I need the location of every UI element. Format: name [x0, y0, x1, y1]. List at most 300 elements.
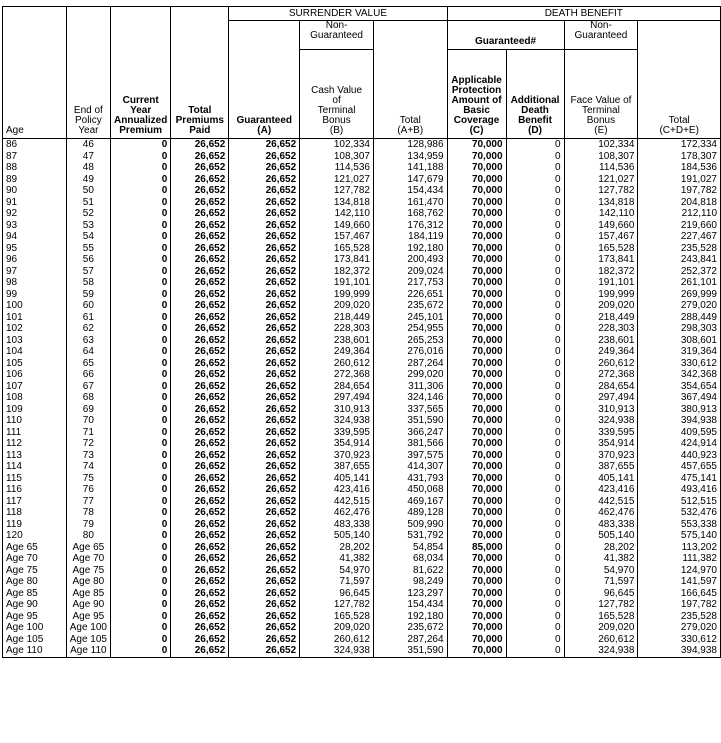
cell-db-total: 197,782: [638, 185, 721, 197]
cell-db-total: 172,334: [638, 139, 721, 151]
cell-db-total: 111,382: [638, 553, 721, 565]
cell-sv-guaranteed: 26,652: [229, 277, 300, 289]
cell-protection-amount: 70,000: [447, 530, 506, 542]
cell-db-total: 367,494: [638, 392, 721, 404]
cell-total-premiums: 26,652: [171, 162, 229, 174]
cell-cash-value-bonus: 324,938: [300, 645, 374, 657]
cell-db-total: 243,841: [638, 254, 721, 266]
cell-db-total: 166,645: [638, 588, 721, 600]
cell-annualized-premium: 0: [111, 611, 171, 623]
cell-sv-guaranteed: 26,652: [229, 358, 300, 370]
cell-annualized-premium: 0: [111, 312, 171, 324]
cell-sv-guaranteed: 26,652: [229, 599, 300, 611]
cell-face-value-bonus: 238,601: [564, 335, 638, 347]
cell-sv-total: 235,672: [373, 622, 447, 634]
cell-sv-guaranteed: 26,652: [229, 427, 300, 439]
cell-additional-death-benefit: 0: [506, 381, 564, 393]
cell-policy-year: 63: [66, 335, 110, 347]
cell-sv-guaranteed: 26,652: [229, 507, 300, 519]
cell-sv-total: 299,020: [373, 369, 447, 381]
cell-age: 112: [3, 438, 67, 450]
cell-cash-value-bonus: 149,660: [300, 220, 374, 232]
cell-sv-guaranteed: 26,652: [229, 197, 300, 209]
cell-sv-total: 147,679: [373, 174, 447, 186]
cell-sv-total: 397,575: [373, 450, 447, 462]
cell-policy-year: 69: [66, 404, 110, 416]
cell-sv-guaranteed: 26,652: [229, 369, 300, 381]
cell-total-premiums: 26,652: [171, 323, 229, 335]
cell-policy-year: 60: [66, 300, 110, 312]
cell-annualized-premium: 0: [111, 231, 171, 243]
cell-sv-total: 54,854: [373, 542, 447, 554]
cell-age: Age 65: [3, 542, 67, 554]
cell-annualized-premium: 0: [111, 277, 171, 289]
cell-total-premiums: 26,652: [171, 450, 229, 462]
cell-sv-guaranteed: 26,652: [229, 323, 300, 335]
cell-additional-death-benefit: 0: [506, 174, 564, 186]
cell-db-total: 330,612: [638, 634, 721, 646]
cell-face-value-bonus: 108,307: [564, 151, 638, 163]
cell-additional-death-benefit: 0: [506, 415, 564, 427]
cell-face-value-bonus: 505,140: [564, 530, 638, 542]
cell-additional-death-benefit: 0: [506, 162, 564, 174]
cell-face-value-bonus: 260,612: [564, 634, 638, 646]
cell-policy-year: 47: [66, 151, 110, 163]
cell-db-total: 184,536: [638, 162, 721, 174]
cell-cash-value-bonus: 218,449: [300, 312, 374, 324]
cell-protection-amount: 70,000: [447, 243, 506, 255]
cell-cash-value-bonus: 483,338: [300, 519, 374, 531]
cell-sv-guaranteed: 26,652: [229, 208, 300, 220]
table-header: [3, 7, 721, 139]
col-header-face-value-bonus: Face Value of Terminal Bonus (E): [564, 50, 638, 139]
cell-age: Age 110: [3, 645, 67, 657]
cell-cash-value-bonus: 370,923: [300, 450, 374, 462]
cell-additional-death-benefit: 0: [506, 197, 564, 209]
cell-cash-value-bonus: 134,818: [300, 197, 374, 209]
cell-protection-amount: 70,000: [447, 415, 506, 427]
table-row: [3, 496, 721, 508]
cell-annualized-premium: 0: [111, 162, 171, 174]
cell-protection-amount: 70,000: [447, 588, 506, 600]
cell-face-value-bonus: 284,654: [564, 381, 638, 393]
cell-additional-death-benefit: 0: [506, 588, 564, 600]
cell-cash-value-bonus: 127,782: [300, 185, 374, 197]
cell-policy-year: 51: [66, 197, 110, 209]
cell-cash-value-bonus: 71,597: [300, 576, 374, 588]
cell-policy-year: 79: [66, 519, 110, 531]
cell-sv-guaranteed: 26,652: [229, 174, 300, 186]
cell-protection-amount: 70,000: [447, 473, 506, 485]
cell-face-value-bonus: 41,382: [564, 553, 638, 565]
cell-sv-total: 154,434: [373, 185, 447, 197]
table-row: [3, 450, 721, 462]
cell-sv-total: 98,249: [373, 576, 447, 588]
cell-age: 106: [3, 369, 67, 381]
cell-sv-guaranteed: 26,652: [229, 576, 300, 588]
cell-protection-amount: 70,000: [447, 645, 506, 657]
cell-sv-guaranteed: 26,652: [229, 185, 300, 197]
table-row: [3, 404, 721, 416]
cell-cash-value-bonus: 442,515: [300, 496, 374, 508]
cell-sv-guaranteed: 26,652: [229, 473, 300, 485]
cell-cash-value-bonus: 249,364: [300, 346, 374, 358]
cell-annualized-premium: 0: [111, 438, 171, 450]
cell-total-premiums: 26,652: [171, 611, 229, 623]
cell-db-total: 191,027: [638, 174, 721, 186]
cell-annualized-premium: 0: [111, 588, 171, 600]
cell-policy-year: 68: [66, 392, 110, 404]
table-row: [3, 438, 721, 450]
sv-nonguaranteed-header: Non- Guaranteed: [300, 21, 374, 50]
cell-protection-amount: 70,000: [447, 553, 506, 565]
cell-annualized-premium: 0: [111, 139, 171, 151]
cell-sv-guaranteed: 26,652: [229, 139, 300, 151]
cell-protection-amount: 70,000: [447, 358, 506, 370]
cell-sv-guaranteed: 26,652: [229, 266, 300, 278]
cell-annualized-premium: 0: [111, 542, 171, 554]
cell-face-value-bonus: 28,202: [564, 542, 638, 554]
cell-total-premiums: 26,652: [171, 174, 229, 186]
cell-cash-value-bonus: 260,612: [300, 358, 374, 370]
cell-age: Age 100: [3, 622, 67, 634]
cell-total-premiums: 26,652: [171, 312, 229, 324]
cell-sv-guaranteed: 26,652: [229, 622, 300, 634]
cell-sv-guaranteed: 26,652: [229, 381, 300, 393]
cell-additional-death-benefit: 0: [506, 243, 564, 255]
cell-cash-value-bonus: 324,938: [300, 415, 374, 427]
cell-total-premiums: 26,652: [171, 254, 229, 266]
cell-protection-amount: 70,000: [447, 438, 506, 450]
cell-face-value-bonus: 182,372: [564, 266, 638, 278]
table-row: [3, 151, 721, 163]
cell-sv-guaranteed: 26,652: [229, 231, 300, 243]
cell-face-value-bonus: 157,467: [564, 231, 638, 243]
cell-cash-value-bonus: 209,020: [300, 622, 374, 634]
table-body: [3, 139, 721, 658]
cell-age: 101: [3, 312, 67, 324]
cell-total-premiums: 26,652: [171, 461, 229, 473]
cell-sv-total: 531,792: [373, 530, 447, 542]
cell-policy-year: Age 110: [66, 645, 110, 657]
cell-additional-death-benefit: 0: [506, 369, 564, 381]
cell-additional-death-benefit: 0: [506, 599, 564, 611]
cell-policy-year: Age 65: [66, 542, 110, 554]
cell-sv-guaranteed: 26,652: [229, 588, 300, 600]
table-row: [3, 415, 721, 427]
cell-additional-death-benefit: 0: [506, 611, 564, 623]
cell-sv-guaranteed: 26,652: [229, 220, 300, 232]
cell-protection-amount: 70,000: [447, 565, 506, 577]
cell-face-value-bonus: 310,913: [564, 404, 638, 416]
cell-age: 94: [3, 231, 67, 243]
cell-cash-value-bonus: 423,416: [300, 484, 374, 496]
cell-total-premiums: 26,652: [171, 622, 229, 634]
table-row: [3, 542, 721, 554]
cell-face-value-bonus: 483,338: [564, 519, 638, 531]
cell-age: 115: [3, 473, 67, 485]
cell-cash-value-bonus: 209,020: [300, 300, 374, 312]
cell-sv-guaranteed: 26,652: [229, 335, 300, 347]
cell-total-premiums: 26,652: [171, 220, 229, 232]
cell-sv-guaranteed: 26,652: [229, 300, 300, 312]
cell-db-total: 457,655: [638, 461, 721, 473]
cell-protection-amount: 70,000: [447, 254, 506, 266]
cell-protection-amount: 70,000: [447, 484, 506, 496]
cell-additional-death-benefit: 0: [506, 507, 564, 519]
table-row: [3, 323, 721, 335]
cell-total-premiums: 26,652: [171, 542, 229, 554]
cell-additional-death-benefit: 0: [506, 220, 564, 232]
cell-total-premiums: 26,652: [171, 358, 229, 370]
cell-face-value-bonus: 149,660: [564, 220, 638, 232]
cell-db-total: 575,140: [638, 530, 721, 542]
cell-db-total: 279,020: [638, 300, 721, 312]
cell-annualized-premium: 0: [111, 634, 171, 646]
table-row: [3, 588, 721, 600]
cell-sv-total: 81,622: [373, 565, 447, 577]
cell-sv-guaranteed: 26,652: [229, 151, 300, 163]
cell-cash-value-bonus: 462,476: [300, 507, 374, 519]
cell-protection-amount: 70,000: [447, 300, 506, 312]
cell-cash-value-bonus: 121,027: [300, 174, 374, 186]
cell-policy-year: 58: [66, 277, 110, 289]
cell-total-premiums: 26,652: [171, 289, 229, 301]
cell-age: 113: [3, 450, 67, 462]
cell-cash-value-bonus: 297,494: [300, 392, 374, 404]
cell-annualized-premium: 0: [111, 576, 171, 588]
cell-additional-death-benefit: 0: [506, 622, 564, 634]
cell-face-value-bonus: 324,938: [564, 645, 638, 657]
cell-total-premiums: 26,652: [171, 335, 229, 347]
table-row: [3, 473, 721, 485]
cell-sv-guaranteed: 26,652: [229, 438, 300, 450]
cell-protection-amount: 70,000: [447, 576, 506, 588]
cell-protection-amount: 70,000: [447, 392, 506, 404]
cell-db-total: 197,782: [638, 599, 721, 611]
cell-sv-guaranteed: 26,652: [229, 162, 300, 174]
cell-face-value-bonus: 462,476: [564, 507, 638, 519]
cell-annualized-premium: 0: [111, 427, 171, 439]
cell-protection-amount: 70,000: [447, 599, 506, 611]
cell-sv-total: 276,016: [373, 346, 447, 358]
cell-age: Age 85: [3, 588, 67, 600]
cell-total-premiums: 26,652: [171, 139, 229, 151]
cell-face-value-bonus: 114,536: [564, 162, 638, 174]
cell-protection-amount: 70,000: [447, 185, 506, 197]
cell-additional-death-benefit: 0: [506, 473, 564, 485]
cell-age: 86: [3, 139, 67, 151]
cell-sv-guaranteed: 26,652: [229, 565, 300, 577]
cell-additional-death-benefit: 0: [506, 335, 564, 347]
cell-sv-total: 192,180: [373, 243, 447, 255]
cell-protection-amount: 70,000: [447, 369, 506, 381]
cell-age: 116: [3, 484, 67, 496]
cell-age: 95: [3, 243, 67, 255]
cell-sv-total: 168,762: [373, 208, 447, 220]
col-header-total-premiums: Total Premiums Paid: [171, 7, 229, 139]
cell-face-value-bonus: 71,597: [564, 576, 638, 588]
cell-policy-year: 80: [66, 530, 110, 542]
cell-cash-value-bonus: 260,612: [300, 634, 374, 646]
cell-age: 87: [3, 151, 67, 163]
cell-face-value-bonus: 370,923: [564, 450, 638, 462]
cell-cash-value-bonus: 272,368: [300, 369, 374, 381]
db-guaranteed-header: Guaranteed#: [447, 21, 564, 50]
cell-db-total: 227,467: [638, 231, 721, 243]
cell-sv-guaranteed: 26,652: [229, 346, 300, 358]
cell-age: 105: [3, 358, 67, 370]
cell-sv-guaranteed: 26,652: [229, 461, 300, 473]
table-row: [3, 174, 721, 186]
cell-cash-value-bonus: 96,645: [300, 588, 374, 600]
cell-age: 91: [3, 197, 67, 209]
cell-additional-death-benefit: 0: [506, 461, 564, 473]
db-total-spacer: [638, 21, 721, 50]
cell-annualized-premium: 0: [111, 450, 171, 462]
table-row: [3, 358, 721, 370]
cell-cash-value-bonus: 173,841: [300, 254, 374, 266]
cell-policy-year: 46: [66, 139, 110, 151]
cell-db-total: 394,938: [638, 645, 721, 657]
cell-cash-value-bonus: 387,655: [300, 461, 374, 473]
cell-policy-year: 61: [66, 312, 110, 324]
cell-additional-death-benefit: 0: [506, 496, 564, 508]
cell-total-premiums: 26,652: [171, 151, 229, 163]
cell-face-value-bonus: 54,970: [564, 565, 638, 577]
cell-total-premiums: 26,652: [171, 438, 229, 450]
table-row: [3, 220, 721, 232]
col-header-sv-guaranteed: Guaranteed (A): [229, 21, 300, 139]
cell-cash-value-bonus: 54,970: [300, 565, 374, 577]
cell-age: Age 80: [3, 576, 67, 588]
cell-total-premiums: 26,652: [171, 565, 229, 577]
cell-db-total: 493,416: [638, 484, 721, 496]
cell-policy-year: 71: [66, 427, 110, 439]
cell-db-total: 330,612: [638, 358, 721, 370]
cell-total-premiums: 26,652: [171, 588, 229, 600]
cell-sv-total: 141,188: [373, 162, 447, 174]
table-row: [3, 519, 721, 531]
cell-cash-value-bonus: 102,334: [300, 139, 374, 151]
cell-sv-total: 235,672: [373, 300, 447, 312]
cell-sv-total: 287,264: [373, 358, 447, 370]
col-header-policy-year: End of Policy Year: [66, 7, 110, 139]
cell-face-value-bonus: 165,528: [564, 243, 638, 255]
cell-policy-year: Age 95: [66, 611, 110, 623]
cell-db-total: 475,141: [638, 473, 721, 485]
cell-cash-value-bonus: 505,140: [300, 530, 374, 542]
cell-face-value-bonus: 423,416: [564, 484, 638, 496]
cell-annualized-premium: 0: [111, 461, 171, 473]
cell-sv-total: 265,253: [373, 335, 447, 347]
cell-sv-total: 414,307: [373, 461, 447, 473]
cell-age: Age 90: [3, 599, 67, 611]
cell-protection-amount: 70,000: [447, 231, 506, 243]
cell-total-premiums: 26,652: [171, 473, 229, 485]
cell-policy-year: 62: [66, 323, 110, 335]
cell-age: 117: [3, 496, 67, 508]
cell-protection-amount: 70,000: [447, 266, 506, 278]
cell-face-value-bonus: 165,528: [564, 611, 638, 623]
cell-db-total: 553,338: [638, 519, 721, 531]
cell-sv-guaranteed: 26,652: [229, 484, 300, 496]
cell-annualized-premium: 0: [111, 415, 171, 427]
cell-db-total: 141,597: [638, 576, 721, 588]
cell-age: 89: [3, 174, 67, 186]
cell-sv-total: 287,264: [373, 634, 447, 646]
cell-total-premiums: 26,652: [171, 369, 229, 381]
cell-age: Age 70: [3, 553, 67, 565]
cell-additional-death-benefit: 0: [506, 208, 564, 220]
cell-protection-amount: 70,000: [447, 220, 506, 232]
cell-cash-value-bonus: 310,913: [300, 404, 374, 416]
cell-policy-year: 70: [66, 415, 110, 427]
cell-age: 100: [3, 300, 67, 312]
cell-face-value-bonus: 102,334: [564, 139, 638, 151]
col-header-age: Age: [3, 7, 67, 139]
cell-additional-death-benefit: 0: [506, 277, 564, 289]
cell-sv-guaranteed: 26,652: [229, 312, 300, 324]
cell-face-value-bonus: 121,027: [564, 174, 638, 186]
cell-additional-death-benefit: 0: [506, 289, 564, 301]
table-row: [3, 461, 721, 473]
table-row: [3, 231, 721, 243]
cell-age: 93: [3, 220, 67, 232]
cell-total-premiums: 26,652: [171, 530, 229, 542]
cell-additional-death-benefit: 0: [506, 266, 564, 278]
cell-db-total: 319,364: [638, 346, 721, 358]
cell-sv-total: 337,565: [373, 404, 447, 416]
cell-protection-amount: 70,000: [447, 427, 506, 439]
cell-sv-guaranteed: 26,652: [229, 611, 300, 623]
cell-sv-guaranteed: 26,652: [229, 553, 300, 565]
cell-additional-death-benefit: 0: [506, 254, 564, 266]
cell-age: 98: [3, 277, 67, 289]
cell-total-premiums: 26,652: [171, 231, 229, 243]
cell-age: 114: [3, 461, 67, 473]
cell-protection-amount: 70,000: [447, 208, 506, 220]
cell-sv-total: 324,146: [373, 392, 447, 404]
cell-cash-value-bonus: 165,528: [300, 611, 374, 623]
cell-additional-death-benefit: 0: [506, 530, 564, 542]
table-row: [3, 369, 721, 381]
cell-additional-death-benefit: 0: [506, 542, 564, 554]
cell-sv-guaranteed: 26,652: [229, 634, 300, 646]
cell-sv-total: 123,297: [373, 588, 447, 600]
cell-sv-total: 209,024: [373, 266, 447, 278]
cell-sv-guaranteed: 26,652: [229, 254, 300, 266]
cell-sv-total: 254,955: [373, 323, 447, 335]
cell-policy-year: 57: [66, 266, 110, 278]
cell-annualized-premium: 0: [111, 346, 171, 358]
cell-sv-guaranteed: 26,652: [229, 289, 300, 301]
cell-protection-amount: 70,000: [447, 289, 506, 301]
cell-additional-death-benefit: 0: [506, 565, 564, 577]
cell-cash-value-bonus: 182,372: [300, 266, 374, 278]
table-row: [3, 335, 721, 347]
cell-protection-amount: 70,000: [447, 335, 506, 347]
table-row: [3, 611, 721, 623]
cell-sv-guaranteed: 26,652: [229, 392, 300, 404]
cell-policy-year: 78: [66, 507, 110, 519]
cell-additional-death-benefit: 0: [506, 312, 564, 324]
cell-protection-amount: 70,000: [447, 611, 506, 623]
col-header-protection-amount: Applicable Protection Amount of Basic Coverage (C): [447, 50, 506, 139]
col-header-additional-death-benefit: Additional Death Benefit (D): [506, 50, 564, 139]
cell-additional-death-benefit: 0: [506, 450, 564, 462]
cell-sv-total: 200,493: [373, 254, 447, 266]
